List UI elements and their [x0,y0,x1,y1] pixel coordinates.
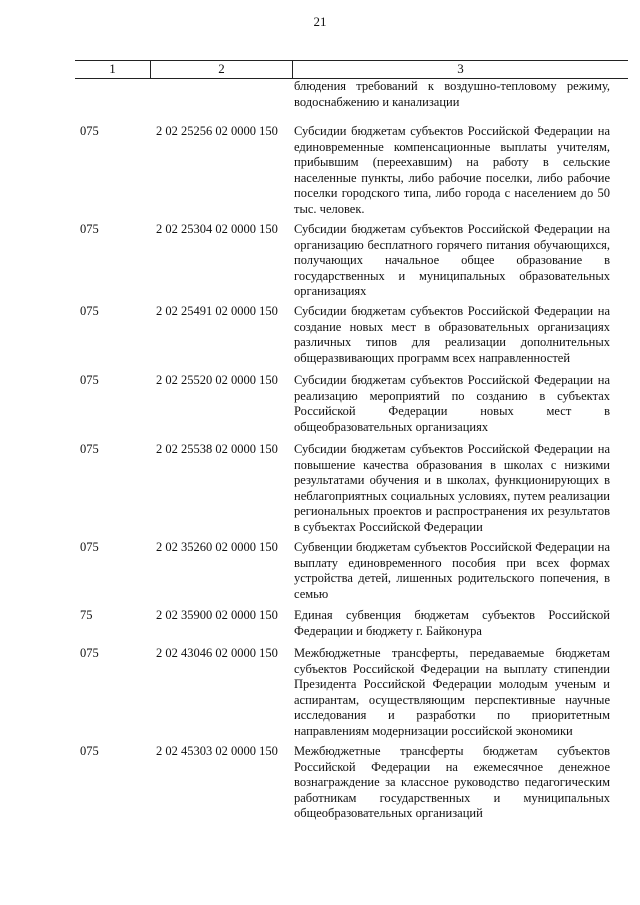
continuation-text: блюдения требований к воздушно-тепловому режиму, водоснабжению и канализации [294,79,610,109]
budget-code: 2 02 25491 02 0000 150 [156,304,278,318]
admin-code: 75 [80,608,93,622]
description: Субсидии бюджетам субъектов Российской Федерации на организацию бесплатного горячего питания обучающихся, получающих начальное общее образование в государственных и муниципальных образовательных организациях [294,222,610,299]
description: Межбюджетные трансферты бюджетам субъектов Российской Федерации на ежемесячное денежное вознаграждение за классное руководство педагогическим работникам государственных и муниципальных общеобразовательных организаций [294,744,610,821]
admin-code: 075 [80,222,99,236]
admin-code: 075 [80,540,99,554]
admin-code: 075 [80,442,99,456]
description: Субсидии бюджетам субъектов Российской Федерации на создание новых мест в образовательных организациях различных типов для реализации дополнительных общеразвивающих программ всех направленностей [294,304,610,365]
budget-code: 2 02 25256 02 0000 150 [156,124,278,138]
description: Субвенции бюджетам субъектов Российской Федерации на выплату единовременного пособия при всех формах устройства детей, лишенных родительского попечения, в семью [294,540,610,601]
admin-code: 075 [80,304,99,318]
budget-code: 2 02 25304 02 0000 150 [156,222,278,236]
budget-code: 2 02 35260 02 0000 150 [156,540,278,554]
table-header [75,60,628,79]
budget-code: 2 02 45303 02 0000 150 [156,744,278,758]
admin-code: 075 [80,124,99,138]
admin-code: 075 [80,744,99,758]
column-header-1: 1 [109,61,116,76]
column-header-3: 3 [457,61,464,76]
budget-code: 2 02 25520 02 0000 150 [156,373,278,387]
description: Субсидии бюджетам субъектов Российской Федерации на единовременные компенсационные выплаты учителям, прибывшим (переехавшим) на работу в сельские населенные пункты, либо рабочие поселки, либо рабочие поселки городского типа, либо города с населением до 50 тыс. человек. [294,124,610,216]
budget-code: 2 02 25538 02 0000 150 [156,442,278,456]
budget-code: 2 02 43046 02 0000 150 [156,646,278,660]
page-number: 21 [313,14,327,29]
description: Единая субвенция бюджетам субъектов Российской Федерации и бюджету г. Байконура [294,608,610,638]
description: Субсидии бюджетам субъектов Российской Федерации на повышение качества образования в школах с низкими результатами обучения и в школах, функционирующих в неблагоприятных социальных условиях, путем реализации региональных проектов и распространения их результатов в субъектах Российской Федерации [294,442,610,534]
description: Субсидии бюджетам субъектов Российской Федерации на реализацию мероприятий по созданию в субъектах Российской Федерации новых мест в общеобразовательных организациях [294,373,610,434]
budget-code: 2 02 35900 02 0000 150 [156,608,278,622]
column-header-2: 2 [150,61,293,78]
admin-code: 075 [80,646,99,660]
admin-code: 075 [80,373,99,387]
description: Межбюджетные трансферты, передаваемые бюджетам субъектов Российской Федерации на выплату стипендии Президента Российской Федерации молодым ученым и аспирантам, осуществляющим перспективные научные исследования и разработки по приоритетным направлениям модернизации российской экономики [294,646,610,738]
